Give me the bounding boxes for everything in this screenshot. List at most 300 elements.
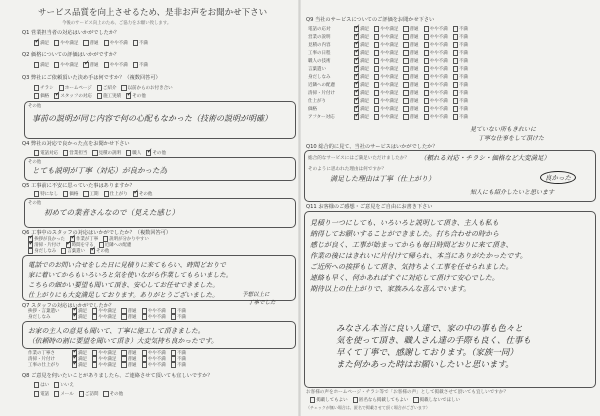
checkbox-option[interactable] xyxy=(453,90,468,96)
option-label: その他 xyxy=(96,249,110,254)
checkbox[interactable] xyxy=(403,42,408,47)
checkbox-option[interactable] xyxy=(61,248,85,254)
checkbox-option[interactable] xyxy=(171,314,186,320)
checkbox[interactable] xyxy=(83,191,88,196)
checkbox[interactable] xyxy=(92,362,97,367)
checkbox[interactable] xyxy=(403,98,408,103)
checkbox[interactable] xyxy=(121,350,126,355)
checkbox-option[interactable] xyxy=(72,314,87,320)
option-label: その他 xyxy=(132,94,146,99)
checkbox-option[interactable] xyxy=(374,26,398,32)
checkbox-option[interactable] xyxy=(424,114,448,120)
q6-answer-line: こちらの細かい要望も聞いて頂き、安心してお任せできました。 xyxy=(28,281,219,289)
checkbox[interactable] xyxy=(104,191,109,196)
checkbox[interactable] xyxy=(374,26,379,31)
checkbox-option[interactable] xyxy=(83,40,98,46)
checkbox[interactable] xyxy=(54,40,59,45)
q10-prompt-1: 総合的なサービスにはご満足いただけましたか？ xyxy=(308,156,410,161)
checkbox[interactable] xyxy=(424,26,429,31)
option-label: 身だしなみ xyxy=(34,249,57,254)
checkbox[interactable] xyxy=(310,397,315,402)
checkbox-option[interactable] xyxy=(97,93,121,99)
option-label: やや満足 xyxy=(98,363,117,368)
checkbox[interactable] xyxy=(424,98,429,103)
checkbox[interactable] xyxy=(424,66,429,71)
checkbox[interactable] xyxy=(63,191,68,196)
checkbox-option[interactable] xyxy=(424,66,448,72)
checkbox-option[interactable] xyxy=(121,314,136,320)
checkbox-option[interactable] xyxy=(92,314,116,320)
option-label: やや満足 xyxy=(380,99,399,104)
rating-row xyxy=(308,97,468,105)
q7-rating-table-top xyxy=(28,308,186,320)
checkbox-option[interactable] xyxy=(403,74,418,80)
option-label: 不満 xyxy=(176,363,186,368)
checkbox[interactable] xyxy=(34,62,39,67)
checkbox-option[interactable] xyxy=(63,191,78,197)
checkbox[interactable] xyxy=(374,82,379,87)
option-label: 特になし xyxy=(40,192,59,197)
checkbox[interactable] xyxy=(424,42,429,47)
option-label: やや満足 xyxy=(380,43,399,48)
checkbox[interactable] xyxy=(374,58,379,63)
checkbox-option[interactable] xyxy=(424,90,448,96)
q3-label: Q3 弊社にご依頼頂いた決め手は何ですか？（複数回答可） xyxy=(22,75,161,81)
checkbox[interactable] xyxy=(374,42,379,47)
checkbox-option[interactable] xyxy=(28,248,56,254)
rating-options xyxy=(354,74,468,80)
checkbox-option[interactable] xyxy=(104,40,128,46)
option-label: 普通 xyxy=(409,35,419,40)
checkbox-option[interactable] xyxy=(34,150,58,156)
checkbox-option[interactable] xyxy=(453,34,468,40)
checkbox[interactable] xyxy=(374,98,379,103)
checkbox[interactable] xyxy=(97,85,102,90)
checkbox-option[interactable] xyxy=(453,106,468,112)
option-label: 営業担当 xyxy=(69,151,88,156)
rating-row-label: 作業の丁寧さ xyxy=(28,351,55,356)
rating-row-label: アフター対応 xyxy=(308,115,335,120)
checkbox-option[interactable] xyxy=(90,248,109,254)
q12-options xyxy=(310,397,460,403)
rating-row-label: 清掃・片付け xyxy=(28,357,55,362)
checkbox[interactable] xyxy=(92,356,97,361)
checked-checkbox[interactable] xyxy=(28,242,33,247)
checkbox[interactable] xyxy=(424,90,429,95)
option-label: やや不満 xyxy=(429,75,448,80)
checkbox-option[interactable] xyxy=(403,106,418,112)
checkbox[interactable] xyxy=(353,397,358,402)
option-label: 普通 xyxy=(409,43,419,48)
checkbox-option[interactable] xyxy=(453,50,468,56)
checkbox[interactable] xyxy=(92,350,97,355)
checkbox[interactable] xyxy=(403,114,408,119)
checkbox[interactable] xyxy=(92,150,97,155)
checkbox-option[interactable] xyxy=(72,362,87,368)
option-label: やや満足 xyxy=(60,41,79,46)
q2-rating-options xyxy=(34,62,148,68)
rating-row xyxy=(308,105,468,113)
checkbox-option[interactable] xyxy=(424,42,448,48)
option-label: 仕上がり xyxy=(109,192,128,197)
q8-label: Q8 ご意見を伺いたいことがありましたら、ご連絡させて頂いても宜しいですか？ xyxy=(22,373,213,379)
checkbox[interactable] xyxy=(104,40,109,45)
checkbox[interactable] xyxy=(133,40,138,45)
checkbox-option[interactable] xyxy=(142,314,166,320)
q9-label: Q9 当社のサービスについてのご評価をお聞かせ下さい xyxy=(306,17,435,23)
option-label: 普通 xyxy=(409,27,419,32)
q6-answer-line: 仕上がりにも大変満足しております。ありがとうございました。 xyxy=(28,291,219,299)
checkbox-option[interactable] xyxy=(146,150,166,156)
q6-answer-line: 家に着いてからもいろいろと気を使いながら作業してもらいました。 xyxy=(28,271,233,279)
checkbox-option[interactable] xyxy=(63,150,87,156)
checkbox[interactable] xyxy=(374,34,379,39)
checkbox-option[interactable] xyxy=(403,66,418,72)
rating-row-label: 営業の説明 xyxy=(308,35,331,40)
rating-options xyxy=(354,114,468,120)
option-label: やや不満 xyxy=(429,83,448,88)
rating-options xyxy=(72,362,186,368)
checkbox-option[interactable] xyxy=(54,40,78,46)
checkbox[interactable] xyxy=(34,150,39,155)
checkbox[interactable] xyxy=(453,42,458,47)
checkbox[interactable] xyxy=(99,242,104,247)
checkbox[interactable] xyxy=(142,314,147,319)
checked-checkbox[interactable] xyxy=(354,114,359,119)
checkbox[interactable] xyxy=(374,66,379,71)
option-label: その他 xyxy=(138,192,153,197)
checkbox-option[interactable] xyxy=(374,98,398,104)
checkbox-option[interactable] xyxy=(374,50,398,56)
checkbox-option[interactable] xyxy=(403,34,418,40)
checkbox[interactable] xyxy=(121,356,126,361)
checkbox-option[interactable] xyxy=(453,82,468,88)
checkbox-option[interactable] xyxy=(104,191,128,197)
rating-row-label: 職人の技術 xyxy=(308,59,331,64)
option-label: その他 xyxy=(152,151,166,156)
checkbox-option[interactable] xyxy=(424,98,448,104)
checkbox-option[interactable] xyxy=(403,98,418,104)
option-label: ご訪問 xyxy=(84,392,99,397)
checkbox[interactable] xyxy=(133,62,138,67)
checkbox-option[interactable] xyxy=(34,382,49,388)
checkbox-option[interactable] xyxy=(59,85,92,91)
checkbox[interactable] xyxy=(403,82,408,87)
rating-row xyxy=(308,57,468,65)
checkbox[interactable] xyxy=(103,236,108,241)
checkbox[interactable] xyxy=(403,106,408,111)
checkbox-option[interactable] xyxy=(424,58,448,64)
checkbox-option[interactable] xyxy=(171,362,186,368)
rating-options xyxy=(354,66,468,72)
checkbox-option[interactable] xyxy=(34,93,49,99)
option-label: やや不満 xyxy=(429,43,448,48)
checkbox[interactable] xyxy=(453,82,458,87)
checkbox[interactable] xyxy=(424,74,429,79)
q11-answer-line: ご近所への挨拶もして頂き、気持ちよく工事を任せられました。 xyxy=(310,263,513,271)
checked-checkbox[interactable] xyxy=(146,150,151,155)
checkbox[interactable] xyxy=(424,50,429,55)
checkbox[interactable] xyxy=(453,26,458,31)
checkbox[interactable] xyxy=(171,362,176,367)
checkbox[interactable] xyxy=(126,150,131,155)
checkbox[interactable] xyxy=(374,90,379,95)
rating-row xyxy=(308,33,468,41)
checkbox[interactable] xyxy=(171,314,176,319)
checkbox[interactable] xyxy=(374,50,379,55)
checkbox[interactable] xyxy=(54,391,59,396)
checkbox[interactable] xyxy=(424,34,429,39)
checkbox[interactable] xyxy=(171,356,176,361)
checkbox-option[interactable] xyxy=(453,26,468,32)
option-label: やや不満 xyxy=(429,27,448,32)
checkbox[interactable] xyxy=(142,356,147,361)
checkbox-option[interactable] xyxy=(103,391,123,397)
checkbox-option[interactable] xyxy=(453,98,468,104)
option-label: やや不満 xyxy=(109,63,128,68)
option-label: 満足 xyxy=(78,309,88,314)
checkbox-option[interactable] xyxy=(374,114,398,120)
option-label: やや不満 xyxy=(147,351,166,356)
rating-row xyxy=(28,362,186,368)
checkbox[interactable] xyxy=(63,150,68,155)
checkbox-option[interactable] xyxy=(424,106,448,112)
option-label: いいえ xyxy=(60,383,74,388)
checked-checkbox[interactable] xyxy=(133,191,138,196)
q7-answer-line: お家の主人の意見も聞いて、丁寧に施工して頂きました。 xyxy=(28,327,205,335)
checkbox-option[interactable] xyxy=(453,42,468,48)
option-label: やや不満 xyxy=(429,59,448,64)
option-label: 工期 xyxy=(89,192,99,197)
checkbox[interactable] xyxy=(83,40,88,45)
checkbox-option[interactable] xyxy=(126,150,141,156)
q4-label: Q4 弊社の対応で良かった点をお聞かせ下さい xyxy=(22,141,130,147)
option-label: 満足 xyxy=(40,41,50,46)
option-label: 匿名なら掲載してもよい xyxy=(358,398,409,403)
checkbox-option[interactable] xyxy=(104,62,128,68)
rating-row-label: 仕上がり xyxy=(308,99,326,104)
checkbox-option[interactable] xyxy=(83,191,98,197)
rating-row-label: 工事の日程 xyxy=(308,51,331,56)
checkbox[interactable] xyxy=(171,350,176,355)
checkbox[interactable] xyxy=(28,248,33,253)
checkbox-option[interactable] xyxy=(133,191,153,197)
checkbox-option[interactable] xyxy=(403,90,418,96)
option-label: 不満 xyxy=(458,83,468,88)
checkbox-option[interactable] xyxy=(453,58,468,64)
option-label: 不満 xyxy=(458,115,468,120)
checkbox-option[interactable] xyxy=(34,40,49,46)
checkbox[interactable] xyxy=(104,62,109,67)
checkbox-option[interactable] xyxy=(403,114,418,120)
checkbox-option[interactable] xyxy=(403,26,418,32)
checkbox[interactable] xyxy=(142,350,147,355)
checked-checkbox[interactable] xyxy=(90,248,95,253)
checkbox-option[interactable] xyxy=(54,382,74,388)
rating-row xyxy=(308,65,468,73)
checkbox-option[interactable] xyxy=(142,362,166,368)
checkbox[interactable] xyxy=(374,114,379,119)
checkbox[interactable] xyxy=(403,66,408,71)
checked-checkbox[interactable] xyxy=(72,362,77,367)
checkbox[interactable] xyxy=(34,93,39,98)
checkbox[interactable] xyxy=(453,50,458,55)
rating-row xyxy=(308,73,468,81)
checkbox[interactable] xyxy=(403,90,408,95)
checkbox[interactable] xyxy=(453,74,458,79)
rating-options xyxy=(354,90,468,96)
checkbox[interactable] xyxy=(103,391,108,396)
checkbox[interactable] xyxy=(374,74,379,79)
checkbox[interactable] xyxy=(142,308,147,313)
checkbox[interactable] xyxy=(92,308,97,313)
checked-checkbox[interactable] xyxy=(72,314,77,319)
checkbox[interactable] xyxy=(142,362,147,367)
checkbox-option[interactable] xyxy=(403,58,418,64)
checkbox[interactable] xyxy=(34,85,39,90)
checked-checkbox[interactable] xyxy=(34,40,39,45)
checkbox[interactable] xyxy=(424,82,429,87)
option-label: 普通 xyxy=(89,63,99,68)
checkbox-option[interactable] xyxy=(34,391,49,397)
checkbox-option[interactable] xyxy=(374,106,398,112)
checkbox[interactable] xyxy=(61,248,66,253)
checkbox[interactable] xyxy=(403,50,408,55)
option-label: 言葉遣い xyxy=(67,249,85,254)
checkbox[interactable] xyxy=(92,314,97,319)
option-label: チラシ xyxy=(40,86,54,91)
checkbox-option[interactable] xyxy=(403,82,418,88)
q12-note: （チェックが無い場合は、匿名で掲載させて頂く場合がございます） xyxy=(306,405,430,410)
checkbox[interactable] xyxy=(403,34,408,39)
checkbox[interactable] xyxy=(453,58,458,63)
checkbox-option[interactable] xyxy=(413,397,460,403)
q5-handwritten-answer: 初めての業者さんなので（見えた感じ） xyxy=(44,208,179,217)
checkbox-option[interactable] xyxy=(83,62,98,68)
checkbox[interactable] xyxy=(424,58,429,63)
q11-answer-line: 感じが良く、工事が始まってからも毎日時間どおりに来て頂き、 xyxy=(310,241,513,249)
checkbox[interactable] xyxy=(34,382,39,387)
option-label: 満足 xyxy=(360,99,370,104)
checkbox-option[interactable] xyxy=(374,90,398,96)
checkbox[interactable] xyxy=(403,26,408,31)
checkbox[interactable] xyxy=(403,58,408,63)
checkbox-option[interactable] xyxy=(403,50,418,56)
checkbox-option[interactable] xyxy=(54,62,78,68)
checkbox[interactable] xyxy=(413,397,418,402)
checkbox[interactable] xyxy=(121,308,126,313)
checkbox[interactable] xyxy=(453,90,458,95)
checkbox[interactable] xyxy=(424,114,429,119)
checkbox[interactable] xyxy=(453,34,458,39)
checkbox-option[interactable] xyxy=(453,114,468,120)
checkbox[interactable] xyxy=(424,106,429,111)
q10-prompt-2: そのように思われた理由は何ですか？ xyxy=(308,167,387,172)
checkbox-option[interactable] xyxy=(354,114,369,120)
option-label: やや満足 xyxy=(98,357,117,362)
checkbox[interactable] xyxy=(54,62,59,67)
checkbox-option[interactable] xyxy=(374,82,398,88)
checkbox-option[interactable] xyxy=(424,74,448,80)
checked-checkbox[interactable] xyxy=(83,62,88,67)
checkbox[interactable] xyxy=(374,106,379,111)
checkbox-option[interactable] xyxy=(374,42,398,48)
checkbox-option[interactable] xyxy=(54,391,74,397)
checkbox[interactable] xyxy=(54,382,59,387)
checkbox[interactable] xyxy=(453,66,458,71)
checked-checkbox[interactable] xyxy=(126,93,131,98)
option-label: やや満足 xyxy=(380,107,399,112)
option-label: やや満足 xyxy=(380,83,399,88)
q10-circled-answer: 良かった xyxy=(540,171,576,184)
checked-checkbox[interactable] xyxy=(66,242,71,247)
checkbox-option[interactable] xyxy=(92,362,116,368)
q10-label: Q10 総合的に見て、当社のサービスはいかがでしたか？ xyxy=(306,144,438,150)
checkbox[interactable] xyxy=(121,314,126,319)
option-label: 挨拶が良かった xyxy=(34,237,65,242)
checkbox-option[interactable] xyxy=(424,34,448,40)
checkbox[interactable] xyxy=(403,74,408,79)
checkbox[interactable] xyxy=(121,362,126,367)
checkbox-option[interactable] xyxy=(133,62,148,68)
checkbox[interactable] xyxy=(171,308,176,313)
checkbox-option[interactable] xyxy=(453,66,468,72)
checkbox[interactable] xyxy=(97,93,102,98)
option-label: やや満足 xyxy=(98,315,117,320)
checkbox-option[interactable] xyxy=(97,85,117,91)
checkbox-option[interactable] xyxy=(374,34,398,40)
checkbox-option[interactable] xyxy=(310,397,348,403)
checkbox-option[interactable] xyxy=(79,391,99,397)
checkbox-option[interactable] xyxy=(34,62,49,68)
checkbox[interactable] xyxy=(453,106,458,111)
q6-answer-line: 電話でのお問い合せをした日に見積りに来てもらい、時間どおりで xyxy=(28,261,226,269)
q8-options-row-1 xyxy=(34,382,74,388)
checkbox-option[interactable] xyxy=(34,85,54,91)
checkbox[interactable] xyxy=(79,391,84,396)
checkbox-option[interactable] xyxy=(121,362,136,368)
q11-answer-line: 早くて丁寧で、感謝しております。（家族一同） xyxy=(336,348,518,358)
checkbox[interactable] xyxy=(34,391,39,396)
checkbox[interactable] xyxy=(453,98,458,103)
checkbox-option[interactable] xyxy=(92,150,121,156)
option-label: その他 xyxy=(109,392,124,397)
q4-options xyxy=(34,150,166,156)
checkbox-option[interactable] xyxy=(133,40,148,46)
q6-options-row-3 xyxy=(28,248,109,254)
checkbox-option[interactable] xyxy=(403,42,418,48)
checkbox-option[interactable] xyxy=(353,397,409,403)
checkbox-option[interactable] xyxy=(424,26,448,32)
checkbox-option[interactable] xyxy=(374,74,398,80)
checkbox[interactable] xyxy=(34,191,39,196)
q2-label: Q2 価格についての評価はいかがですか？ xyxy=(22,52,120,58)
checkbox-option[interactable] xyxy=(374,66,398,72)
checkbox-option[interactable] xyxy=(424,50,448,56)
checkbox-option[interactable] xyxy=(54,93,92,99)
checkbox-option[interactable] xyxy=(126,93,146,99)
rating-row-label: 電話の応対 xyxy=(308,27,331,32)
checkbox-option[interactable] xyxy=(453,74,468,80)
checkbox-option[interactable] xyxy=(424,82,448,88)
checkbox-option[interactable] xyxy=(34,191,58,197)
checked-checkbox[interactable] xyxy=(54,93,59,98)
option-label: はい xyxy=(40,383,50,388)
checkbox[interactable] xyxy=(453,114,458,119)
rating-options xyxy=(72,314,186,320)
option-label: やや不満 xyxy=(147,309,166,314)
checkbox-option[interactable] xyxy=(374,58,398,64)
